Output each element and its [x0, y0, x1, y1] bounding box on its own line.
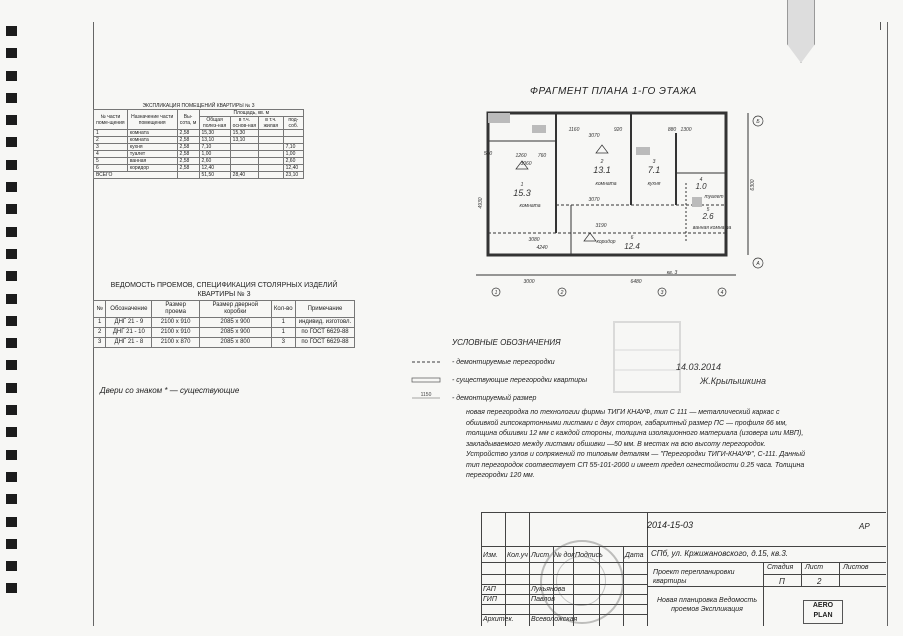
- stage-value: П: [779, 577, 785, 586]
- room-5-name: ванная комната: [692, 225, 732, 231]
- svg-text:3060: 3060: [520, 161, 532, 167]
- axis-a: А: [756, 261, 760, 267]
- room-3-area: 7.1: [647, 165, 661, 175]
- svg-text:6300: 6300: [750, 179, 756, 191]
- legend-title: УСЛОВНЫЕ ОБОЗНАЧЕНИЯ: [452, 338, 561, 347]
- room-2-area: 13.1: [593, 165, 611, 175]
- legend-item-demolished: - демонтируемые перегородки: [452, 359, 555, 366]
- axis-3: 3: [660, 290, 664, 296]
- room-6-name: коридор: [596, 239, 616, 245]
- svg-text:3000: 3000: [523, 279, 535, 285]
- table-row: 4 туалет 2,58 1,00 1,00: [94, 151, 304, 158]
- room-1-area: 15.3: [513, 188, 531, 198]
- address: СПб, ул. Кржижановского, д.15, кв.3.: [651, 549, 789, 558]
- svg-text:760: 760: [537, 153, 547, 159]
- openings-table: ВЕДОМОСТЬ ПРОЕМОВ, СПЕЦИФИКАЦИЯ СТОЛЯРНЫХ ИЗДЕЛИЙ КВАРТИРЫ № 3 № Обозначение Размер проема Размер дверной коробки Кол-во Примечание 1 ДНГ 21 - 9 2100 x 910 2085 x 900 1 индивид. изготовл. 2 ДНГ 21 - 10 2100 x 910 2085 x 900 1 по ГОСТ 6629-88 3 ДНГ 21 - 8 2100 x 870 2085 x 800 3 по ГОСТ 6629-88: [93, 280, 355, 348]
- svg-text:1260: 1260: [515, 153, 527, 159]
- svg-text:3080: 3080: [528, 237, 540, 243]
- legend-item-existing: - существующие перегородки квартиры: [452, 377, 588, 384]
- svg-text:3070: 3070: [588, 197, 600, 203]
- room-3-name: кухня: [647, 181, 661, 187]
- stamp-mark: [612, 320, 682, 394]
- room-6-area: 12.4: [624, 242, 640, 251]
- room-1-name: комната: [519, 203, 541, 209]
- svg-text:3190: 3190: [595, 223, 607, 229]
- legend-item-dimension: - демонтируемый размер: [452, 395, 537, 402]
- room-5-area: 2.6: [702, 212, 714, 221]
- project-title: Проект перепланировки квартиры: [653, 569, 735, 585]
- axis-1: 1: [494, 290, 498, 296]
- signature: Ж.Крылышкина: [700, 376, 767, 386]
- svg-text:3070: 3070: [588, 133, 600, 139]
- table-row: 1 ДНГ 21 - 9 2100 x 910 2085 x 900 1 индивид. изготовл.: [94, 318, 355, 328]
- sheet-number: 2: [817, 577, 822, 586]
- axis-2: 2: [560, 290, 564, 296]
- svg-text:880: 880: [667, 127, 677, 133]
- room-4-area: 1.0: [695, 182, 707, 191]
- table-row: 5 ванная 2,58 2,60 2,60: [94, 158, 304, 165]
- room-5-num: 5: [706, 207, 710, 213]
- axis-b: Б: [756, 119, 760, 125]
- room-4-name: туалет: [704, 194, 724, 200]
- axis-4: 4: [720, 290, 724, 296]
- explication-caption: ЭКСПЛИКАЦИЯ ПОМЕЩЕНИЙ КВАРТИРЫ № 3: [94, 103, 304, 110]
- svg-text:920: 920: [613, 127, 623, 133]
- room-2-num: 2: [600, 159, 604, 165]
- table-row: 3 кухня 2,58 7,10 7,10: [94, 144, 304, 151]
- legend-dim-sample: 1150: [420, 392, 432, 398]
- svg-text:1300: 1300: [680, 127, 692, 133]
- room-4-num: 4: [699, 177, 703, 183]
- doc-code: 2014-15-03: [647, 520, 694, 530]
- svg-text:4240: 4240: [536, 245, 548, 251]
- table-row: 2 ДНГ 21 - 10 2100 x 910 2085 x 900 1 по ГОСТ 6629-88: [94, 328, 355, 338]
- apartment-label: кв. 3: [666, 270, 678, 276]
- binding-holes: [6, 26, 18, 626]
- sheet-title: Новая планировка Ведомость проемов Экспликация: [657, 597, 757, 613]
- table-row: 1 комната 2,58 15,30 15,30: [94, 130, 304, 137]
- table-row: 3 ДНГ 21 - 8 2100 x 870 2085 x 800 3 по ГОСТ 6629-88: [94, 338, 355, 348]
- doors-note: Двери со знаком * — существующие: [100, 386, 240, 395]
- openings-caption: ВЕДОМОСТЬ ПРОЕМОВ, СПЕЦИФИКАЦИЯ СТОЛЯРНЫХ ИЗДЕЛИЙ КВАРТИРЫ № 3: [110, 282, 338, 298]
- svg-text:1160: 1160: [568, 127, 580, 133]
- company-logo: AERO PLAN: [803, 600, 843, 624]
- room-3-num: 3: [652, 159, 656, 165]
- table-row: 2 комната 2,58 13,10 13,10: [94, 137, 304, 144]
- room-2-name: комната: [595, 181, 617, 187]
- sheet-code: АР: [859, 522, 870, 531]
- explication-table: ЭКСПЛИКАЦИЯ ПОМЕЩЕНИЙ КВАРТИРЫ № 3 № части поме-щения Назначение части помещения Вы-сота, м Площадь, кв. м Общая полез-ная в т.ч. основ-ная в т.ч. жилая под-соб. 1 комната 2,58 15,30 15,30 2 комната 2,58 13,10 13,10 3 кухня 2,58 7,10 7,10 4 туалет 2,58 1,00 1,00 5 ванная 2,58 2,60 2,60 6 коридор 2,58 12,40 12,40 ВСЕГО 51,50 28,40 23,10: [93, 103, 304, 179]
- room-6-num: 6: [630, 235, 634, 241]
- signature-date: 14.03.2014: [676, 362, 722, 372]
- svg-text:560: 560: [483, 151, 493, 157]
- room-1-num: 1: [520, 182, 524, 188]
- table-row: 6 коридор 2,58 12,40 12,40: [94, 165, 304, 172]
- table-total-row: ВСЕГО 51,50 28,40 23,10: [94, 172, 304, 179]
- svg-text:4930: 4930: [478, 197, 484, 209]
- partition-note: новая перегородка по технологии фирмы ТИГИ КНАУФ, тип С 111 — металлический каркас с обшивкой гипсокартонными листами с двух сторон, габаритный размер ПС — профиля 66 мм, толщина обшивки 12 мм с каждой стороны, толщина изоляционного материала (изовера или МВП), закладываемого между листами обшивки —50 мм. В местах на всю высоту перегородок. Устройство узлов и сопряжений по типовым деталям — "Перегородки ТИГИ-КНАУФ", С-111. Данный тип перегородок соотвествует СП 55-101-2000 и имеет предел огнестойкости 0.25 часа. Толщина перегородки 120 мм.: [466, 409, 806, 479]
- floor-plan: [476, 103, 776, 303]
- legend-symbols: [410, 356, 450, 404]
- plan-title: ФРАГМЕНТ ПЛАНА 1-ГО ЭТАЖА: [530, 86, 697, 97]
- svg-text:6480: 6480: [630, 279, 642, 285]
- title-block: 2014-15-03 АР СПб, ул. Кржижановского, д.15, кв.3. Изм. Кол.уч Лист № док Подпись Дата Проект перепланировки квартиры Стадия Лист Листов П 2 ГАП Лукьянова ГИП Павлов Архитек. Всеволожская Новая планировка Ведомость проемов Экспликация AERO PLAN: [481, 512, 886, 626]
